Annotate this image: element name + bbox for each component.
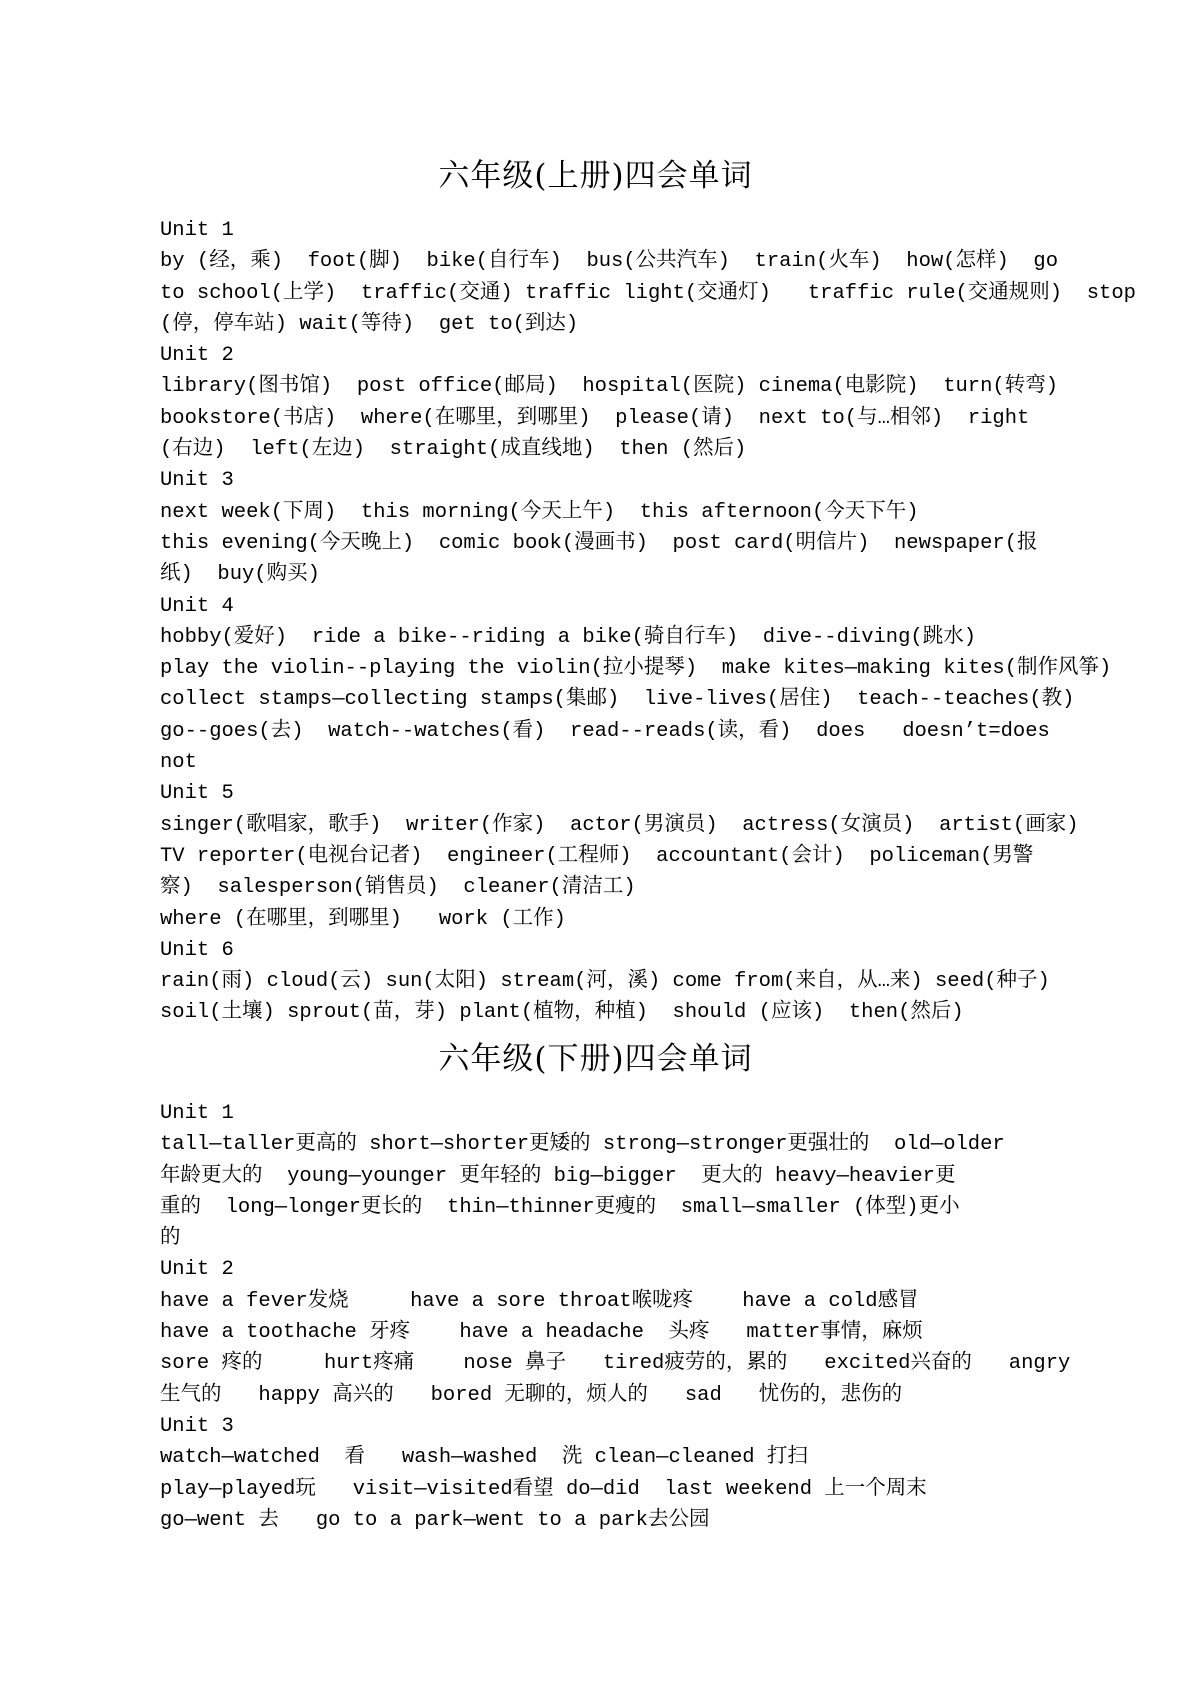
vocabulary-line: by (经，乘) foot(脚) bike(自行车) bus(公共汽车) train(火车) how(怎样) go	[160, 250, 1058, 274]
vocabulary-line: play—played玩 visit—visited看望 do—did last weekend 上一个周末	[160, 1477, 927, 1501]
vocabulary-line: have a fever发烧 have a sore throat喉咙疼 have a cold感冒	[160, 1289, 919, 1313]
vocabulary-line: (右边) left(左边) straight(成直线地) then (然后)	[160, 438, 747, 462]
vocabulary-line: 纸) buy(购买)	[160, 563, 320, 587]
unit-heading: Unit 4	[160, 594, 234, 618]
vocabulary-line: tall—taller更高的 short—shorter更矮的 strong—stronger更强壮的 old—older	[160, 1133, 1005, 1157]
unit-heading: Unit 2	[160, 1258, 234, 1282]
vocabulary-line: rain(雨) cloud(云) sun(太阳) stream(河，溪) come from(来自，从…来) seed(种子)	[160, 970, 1050, 994]
unit-heading: Unit 3	[160, 1414, 234, 1438]
vocabulary-line: (停，停车站) wait(等待) get to(到达)	[160, 312, 579, 336]
vocabulary-line: 生气的 happy 高兴的 bored 无聊的，烦人的 sad 忧伤的，悲伤的	[160, 1383, 903, 1407]
vocabulary-line: TV reporter(电视台记者) engineer(工程师) accountant(会计) policeman(男警	[160, 844, 1034, 868]
section-upper-volume	[160, 215, 1136, 1029]
vocabulary-line: have a toothache 牙疼 have a headache 头疼 matter事情，麻烦	[160, 1321, 923, 1345]
vocabulary-line: 重的 long—longer更长的 thin—thinner更瘦的 small—smaller (体型)更小	[160, 1195, 960, 1219]
vocabulary-line: this evening(今天晚上) comic book(漫画书) post card(明信片) newspaper(报	[160, 531, 1038, 555]
vocabulary-line: 的	[160, 1227, 181, 1251]
vocabulary-line: to school(上学) traffic(交通) traffic light(交通灯) traffic rule(交通规则) stop	[160, 281, 1136, 305]
vocabulary-line: play the violin--playing the violin(拉小提琴) make kites—making kites(制作风筝)	[160, 657, 1112, 681]
title-upper-volume: 六年级(上册)四会单词	[438, 158, 753, 194]
vocabulary-line: 年龄更大的 young—younger 更年轻的 big—bigger 更大的 heavy—heavier更	[160, 1164, 956, 1188]
vocabulary-line: collect stamps—collecting stamps(集邮) live-lives(居住) teach--teaches(教)	[160, 688, 1075, 712]
unit-heading: Unit 2	[160, 344, 234, 368]
vocabulary-line: hobby(爱好) ride a bike--riding a bike(骑自行车) dive--diving(跳水)	[160, 625, 977, 649]
section-lower-volume	[160, 1098, 1071, 1536]
vocabulary-line: soil(土壤) sprout(苗，芽) plant(植物，种植) should (应该) then(然后)	[160, 1001, 964, 1025]
unit-heading: Unit 1	[160, 1102, 234, 1125]
title-lower-volume: 六年级(下册)四会单词	[438, 1041, 753, 1077]
vocabulary-line: 察) salesperson(销售员) cleaner(清洁工)	[160, 876, 636, 900]
vocabulary-line: go--goes(去) watch--watches(看) read--reads(读，看) does doesn’t=does	[160, 719, 1050, 743]
vocabulary-line: go—went 去 go to a park—went to a park去公园	[160, 1508, 710, 1532]
unit-heading: Unit 6	[160, 938, 234, 962]
unit-heading: Unit 3	[160, 469, 234, 493]
vocabulary-line: watch—watched 看 wash—washed 洗 clean—cleaned 打扫	[160, 1446, 808, 1470]
vocabulary-line: singer(歌唱家，歌手) writer(作家) actor(男演员) actress(女演员) artist(画家)	[160, 813, 1079, 837]
vocabulary-line: not	[160, 751, 197, 775]
unit-heading: Unit 5	[160, 782, 234, 806]
unit-heading: Unit 1	[160, 219, 234, 242]
vocabulary-line: library(图书馆) post office(邮局) hospital(医院) cinema(电影院) turn(转弯)	[160, 375, 1059, 399]
vocabulary-line: next week(下周) this morning(今天上午) this afternoon(今天下午)	[160, 500, 919, 524]
vocabulary-line: bookstore(书店) where(在哪里，到哪里) please(请) next to(与…相邻) right	[160, 406, 1030, 430]
vocabulary-line: where (在哪里，到哪里) work (工作)	[160, 907, 566, 931]
vocabulary-line: sore 疼的 hurt疼痛 nose 鼻子 tired疲劳的，累的 excited兴奋的 angry	[160, 1352, 1071, 1376]
